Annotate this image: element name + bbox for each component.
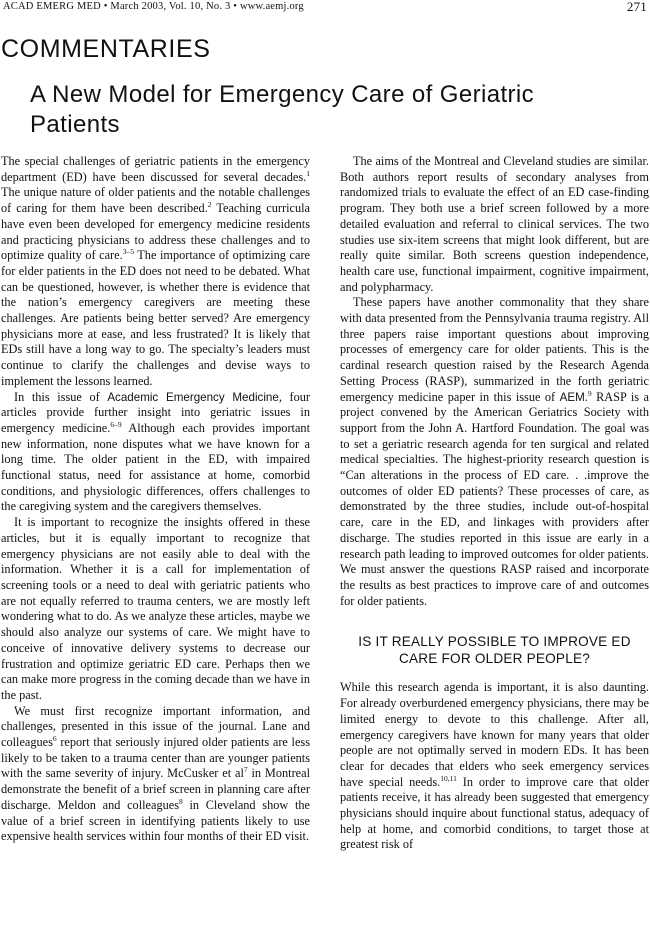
reference-marker: 6 [52, 734, 57, 744]
page-number: 271 [626, 0, 647, 14]
journal-name: AEM [559, 390, 585, 404]
paragraph-7: While this research agenda is important, it is also daunting. For already overburdened emergency physicians, there may be limited energy to devote to this challenge. After all, emergency caregivers have known for many years that older people are not optimally served in modern EDs. It has been clear for decades that elders who seek emergency services have special needs.$^{10,11}$ In order to improve care that older patients receive, it has already been suggested that emergency physicians should inquire about functional status, adequacy of help at home, and comorbid conditions, to target those at greatest risk of [340, 680, 649, 852]
reference-marker: 3–5 [122, 247, 134, 257]
paragraph-4: We must first recognize important information, and challenges, presented in this issue of the journal. Lane and colleagues$^6$ report that seriously injured older patients are less likely to be taken to a trauma center than are younger patients with the same severity of injury. McCusker et $al^7$ in Montreal demonstrate the benefit of a brief screen in planning care after discharge. Meldon and colleagues$^8$ in Cleveland show the value of a brief screen in identifying patients likely to use expensive health services within four months of their ED visit. [1, 703, 310, 844]
paragraph-2: In this issue of Academic Emergency Medicine, four articles provide further insight into geriatric issues in emergency medicine.$^{6-9}$ Although each provides important new information, none disputes what we have known for a long time. The older patient in the ED, with impaired functional status, need for assistance at home, comorbid conditions, and physiologic differences, offers challenges to the caregiving system and the caregivers themselves. [1, 389, 310, 514]
reference-marker: 10,11 [440, 773, 457, 783]
left-column [1, 154, 310, 845]
paragraph-6: These papers have another commonality that they share with data presented from the Pennsylvania trauma registry. All three papers raise important questions about improving processes of emergency care for older patients. This is the cardinal research question raised by the Research Agenda Setting Process (RASP), summarized in the forth geriatric emergency medicine paper in this issue of AEM.$^9$ RASP is a project convened by the American Geriatrics Society with support from the John A. Hartford Foundation. The goal was to set a geriatric research agenda for ten surgical and related medical specialties. The highest-priority research question is “Can alterations in the process of ED care. . .improve the outcomes of older ED patients? These processes of care, as demonstrated by the three studies, include out-of-hospital care, care in the ED, and linkages with providers after discharge. The studies reported in this issue are early in a research path leading to improved outcomes for older patients. We must answer the questions RASP raised and incorporate the results as best practices to improve care of and outcomes for older patients. [340, 295, 650, 608]
reference-marker: 2 [207, 200, 212, 210]
right-column [340, 154, 649, 853]
reference-marker: 6–9 [110, 419, 122, 429]
journal-name: Academic Emergency Medicine [107, 390, 279, 404]
section-subheading: IS IT REALLY POSSIBLE TO IMPROVE ED CARE FOR OLDER PEOPLE? [358, 634, 631, 667]
article-title: A New Model for Emergency Care of Geriatric Patients [30, 81, 535, 138]
reference-marker: 8 [179, 796, 183, 806]
paragraph-5: The aims of the Montreal and Cleveland studies are similar. Both authors report results of secondary analyses from randomized trials to evaluate the effect of an ED case-finding program. They both use a brief screen followed by a more detailed evaluation and referral to clinical services. The two studies use six-item screens that might look different, but are really quite similar. Both screens question independence, health care use, functional impairment, cognitive impairment, and polypharmacy. [340, 154, 649, 294]
paragraph-3: It is important to recognize the insights offered in these articles, but it is equally important to recognize that emergency physicians are not easily able to deal with the information. Whether it is a call for implementation of screening tools or a need to deal with geriatric patients who are not equally referred to trauma centers, we are mostly left wondering what to do. As we analyze these articles, maybe we should also analyze our systems of care. We might have to conceive of innovative delivery systems to decrease our frustration and optimize geriatric ED care. Perhaps then we can make more progress in the coming decade than we have in the past. [1, 515, 310, 702]
reference-marker: 9 [587, 388, 592, 398]
journal-citation: ACAD EMERG MED • March 2003, Vol. 10, No. 3 • www.aemj.org [3, 1, 304, 12]
reference-marker: 7 [243, 765, 248, 775]
section-title: COMMENTARIES [1, 35, 211, 63]
reference-marker: 1 [306, 168, 310, 178]
running-header [0, 0, 650, 14]
paragraph-1: The special challenges of geriatric patients in the emergency department (ED) have been discussed for several decades.$^1$ The unique nature of older patients and the notable challenges of caring for them have been described.$^2$ Teaching curricula have even been developed for emergency medicine residents and practicing physicians to address these challenges and to optimize quality of care.$^{3-5}$ The importance of optimizing care for elder patients in the ED does not need to be debated. What can be questioned, however, is whether there is evidence that the nation’s emergency caregivers are meeting these challenges. Are patients being better served? Are emergency physicians more at ease, and less frustrated? It is likely that EDs still have a long way to go. The specialty’s leaders must continue to clarify the challenges and devise ways to implement the lessons learned. [1, 154, 310, 388]
